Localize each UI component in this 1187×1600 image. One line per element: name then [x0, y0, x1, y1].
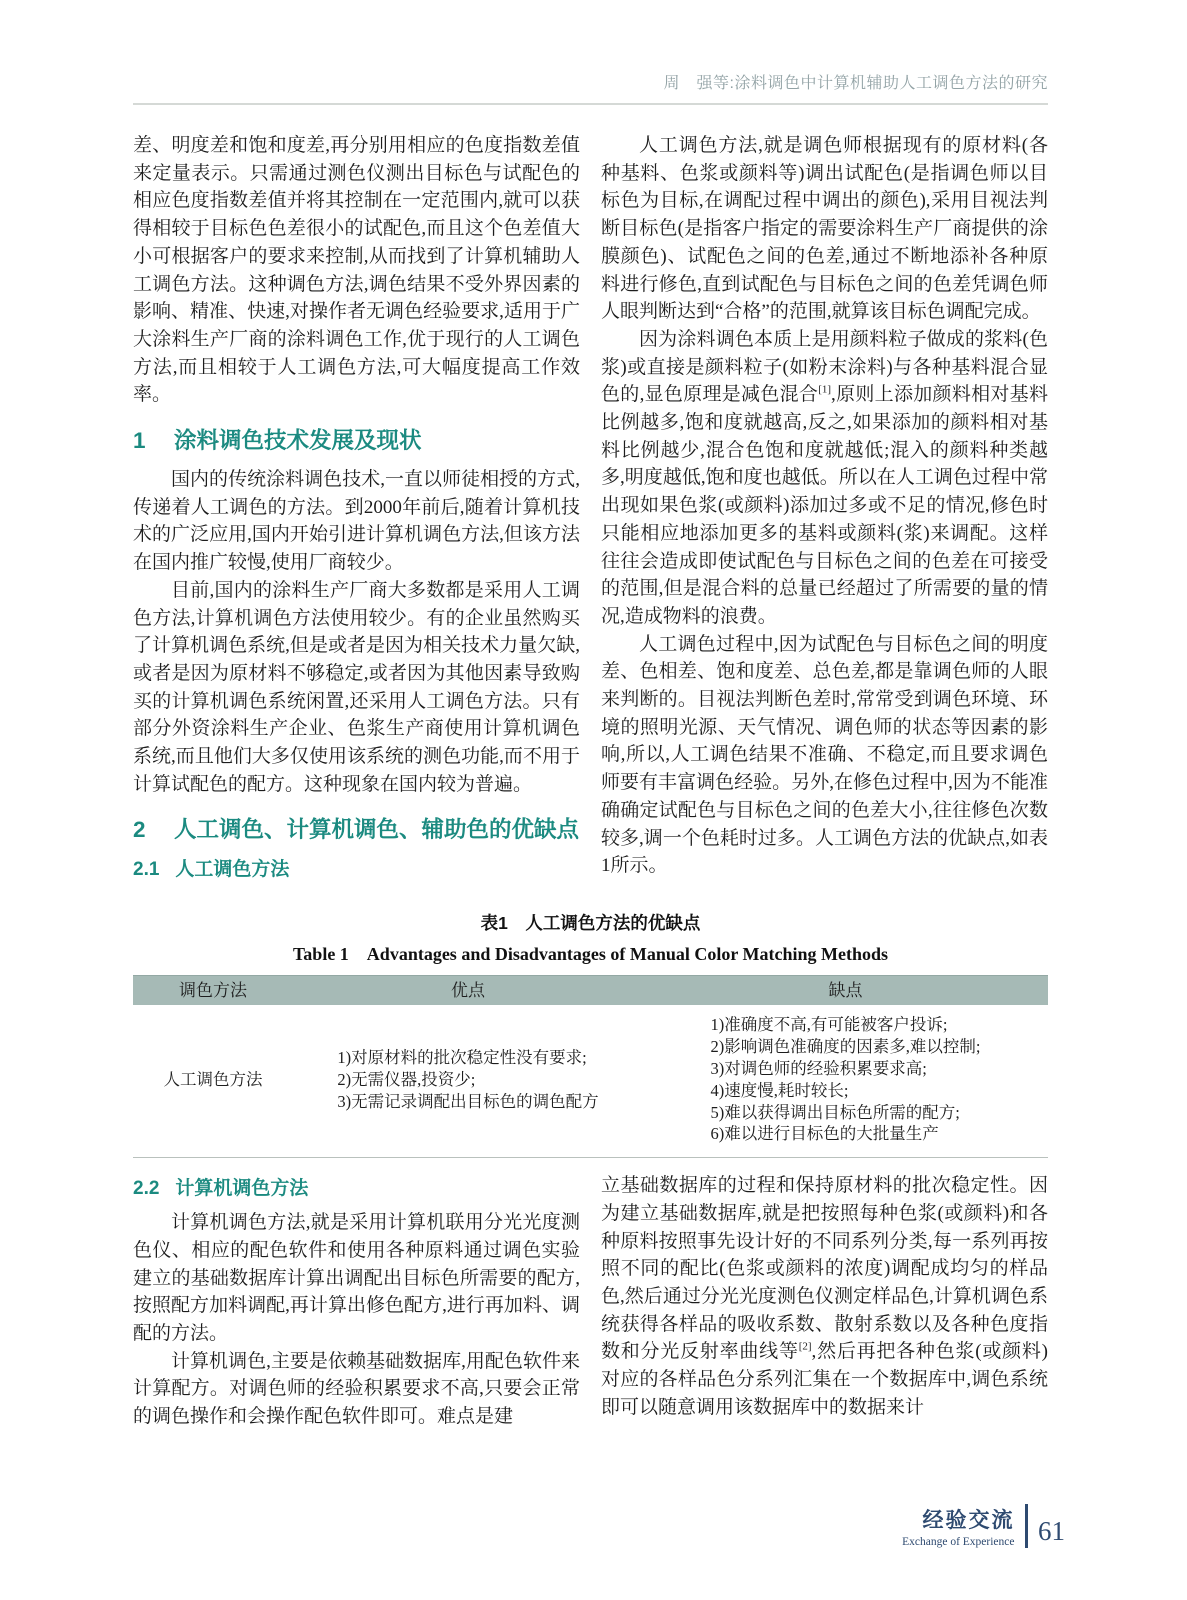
- reference-marker: [2]: [798, 1341, 812, 1354]
- footer-section-en: Exchange of Experience: [902, 1536, 1015, 1548]
- list-item: 4)速度慢,耗时较长;: [710, 1080, 849, 1100]
- section-number: 2: [133, 817, 146, 843]
- right-column-top: [601, 132, 1048, 890]
- table-header-cell: 优点: [451, 981, 485, 1001]
- table-cell-disadvantages: [643, 1014, 1048, 1145]
- section-title: 涂料调色技术发展及现状: [174, 428, 422, 454]
- disadvantages-list: [711, 1014, 981, 1145]
- paragraph: 人工调色过程中,因为试配色与目标色之间的明度差、色相差、饱和度差、总色差,都是靠调色师的人眼来判断的。目视法判断色差时,常常受到调色环境、环境的照明光源、天气情况、调色师的状态等因素的影响,所以,人工调色结果不准确、不稳定,而且要求调色师要有丰富调色经验。另外,在修色过程中,因为不能准确确定试配色与目标色之间的色差大小,往往修色次数较多,调一个色耗时过多。人工调色方法的优缺点,如表1所示。: [601, 633, 1048, 877]
- top-columns: [133, 132, 1048, 890]
- paragraph: 人工调色方法,就是调色师根据现有的原材料(各种基料、色浆或颜料等)调出试配色(是指调色师以目标色为目标,在调配过程中调出的颜色),采用目视法判断目标色(是指客户指定的需要涂料生产厂商提供的涂膜颜色)、试配色之间的色差,通过不断地添补各种原料进行修色,直到试配色与目标色之间的色差凭调色师人眼判断达到“合格”的范围,就算该目标色调配完成。: [601, 135, 1048, 323]
- page-number: 61: [1038, 1515, 1065, 1546]
- left-column-bottom: [133, 1172, 580, 1431]
- paragraph: 差、明度差和饱和度差,再分别用相应的色度指数差值来定量表示。只需通过测色仪测出目标色与试配色的相应色度指数差值并将其控制在一定范围内,就可以获得相较于目标色色差很小的试配色,而且这个色差值大小可根据客户的要求来控制,从而找到了计算机辅助人工调色方法。这种调色方法,调色结果不受外界因素的影响、精准、快速,对操作者无调色经验要求,适用于广大涂料生产厂商的涂料调色工作,优于现行的人工调色方法,而且相较于人工调色方法,可大幅度提高工作效率。: [133, 135, 580, 406]
- section-title: 人工调色方法: [175, 859, 290, 881]
- section-2-heading: [133, 815, 580, 845]
- footer-section-labels: [902, 1504, 1024, 1548]
- page-footer: [902, 1504, 1065, 1548]
- list-item: 1)准确度不高,有可能被客户投诉;: [710, 1015, 948, 1035]
- section-1-heading: [133, 426, 580, 456]
- table-header-cell: 缺点: [828, 981, 863, 1001]
- paragraph-text: 立基础数据库的过程和保持原材料的批次稳定性。因为建立基础数据库,就是把按照每种色浆(或颜料)和各种原料按照事先设计好的不同系列分类,每一系列再按照不同的配比(色浆或颜料的浓度)调配成均匀的样品色,然后通过分光光度测色仪测定样品色,计算机调色系统获得各样品的吸收系数、散射系数以及各种色度指数和分光反射率曲线等: [601, 1175, 1048, 1363]
- table-row: [133, 1005, 1048, 1158]
- left-column-top: [133, 132, 580, 890]
- right-column-bottom: [601, 1172, 1048, 1431]
- list-item: 2)影响调色准确度的因素多,难以控制;: [710, 1037, 981, 1057]
- paragraph-text: ,原则上添加颜料相对基料比例越多,饱和度就越高,反之,如果添加的颜料相对基料比例越少,混合色饱和度就越低;混入的颜料种类越多,明度越低,饱和度也越低。所以在人工调色过程中常出现如果色浆(或颜料)添加过多或不足的情况,修色时只能相应地添加更多的基料或颜料(浆)来调配。这样往往会造成即使试配色与目标色之间的色差在可接受的范围,但是混合料的总量已经超过了所需要的量的情况,造成物料的浪费。: [601, 384, 1048, 627]
- section-number: 2.1: [133, 859, 160, 881]
- section-number: 2.2: [133, 1178, 160, 1200]
- paragraph-text: 因为涂料调色本质上是用颜料粒子做成的浆料(色浆)或直接是颜料粒子(如粉末涂料)与各种基料混合显色的,显色原理是减色混合: [601, 328, 1048, 406]
- paragraph-text: ,然后再把各种色浆(或颜料)对应的各样品色分系列汇集在一个数据库中,调色系统即可以随意调用该数据库中的数据来计: [601, 1341, 1048, 1418]
- advantages-list: [337, 1047, 598, 1112]
- list-item: 6)难以进行目标色的大批量生产: [710, 1124, 939, 1144]
- reference-marker: [1]: [818, 384, 832, 396]
- section-title: 计算机调色方法: [175, 1178, 309, 1200]
- table-header-cell: 调色方法: [179, 981, 247, 1001]
- paragraph: 国内的传统涂料调色技术,一直以师徒相授的方式,传递着人工调色的方法。到2000年前后,随着计算机技术的广泛应用,国内开始引进计算机调色方法,但该方法在国内推广较慢,使用厂商较少。: [133, 469, 580, 574]
- table-header-row: [133, 975, 1048, 1005]
- list-item: 3)无需记录调配出目标色的调色配方: [337, 1091, 599, 1111]
- section-2-1-heading: [133, 857, 580, 882]
- list-item: 1)对原材料的批次稳定性没有要求;: [337, 1048, 587, 1068]
- paragraph: 计算机调色,主要是依赖基础数据库,用配色软件来计算配方。对调色师的经验积累要求不高,只要会正常的调色操作和会操作配色软件即可。难点是建: [133, 1350, 580, 1428]
- table-title-en: Table 1 Advantages and Disadvantages of Manual Color Matching Methods: [292, 944, 889, 965]
- table-cell-advantages: [293, 1047, 643, 1112]
- table-title-cn: 表1 人工调色方法的优缺点: [480, 913, 701, 934]
- running-header: 周 强等:涂料调色中计算机辅助人工调色方法的研究: [133, 70, 1048, 105]
- section-2-2-heading: [133, 1176, 580, 1201]
- footer-section-cn: 经验交流: [922, 1509, 1015, 1532]
- paragraph: [601, 326, 1048, 631]
- list-item: 3)对调色师的经验积累要求高;: [710, 1059, 927, 1079]
- page-content: [133, 70, 1048, 1431]
- bottom-columns: [133, 1172, 1048, 1431]
- list-item: 5)难以获得调出目标色所需的配方;: [710, 1102, 960, 1122]
- paragraph: [601, 1172, 1048, 1421]
- list-item: 2)无需仪器,投资少;: [337, 1069, 476, 1089]
- paragraph: 目前,国内的涂料生产厂商大多数都是采用人工调色方法,计算机调色方法使用较少。有的企业虽然购买了计算机调色系统,但是或者是因为相关技术力量欠缺,或者是因为原材料不够稳定,或者因为其他因素导致购买的计算机调色系统闲置,还采用人工调色方法。只有部分外资涂料生产企业、色浆生产商使用计算机调色系统,而且他们大多仅使用该系统的测色功能,而不用于计算试配色的配方。这种现象在国内较为普遍。: [133, 579, 580, 795]
- paragraph: 计算机调色方法,就是采用计算机联用分光光度测色仪、相应的配色软件和使用各种原料通过调色实验建立的基础数据库计算出调配出目标色所需要的配方,按照配方加料调配,再计算出修色配方,进行再加料、调配的方法。: [133, 1212, 580, 1345]
- table-1: [133, 910, 1048, 1158]
- section-number: 1: [133, 428, 146, 454]
- table-cell-method: 人工调色方法: [163, 1069, 263, 1089]
- section-title: 人工调色、计算机调色、辅助色的优缺点: [174, 817, 580, 843]
